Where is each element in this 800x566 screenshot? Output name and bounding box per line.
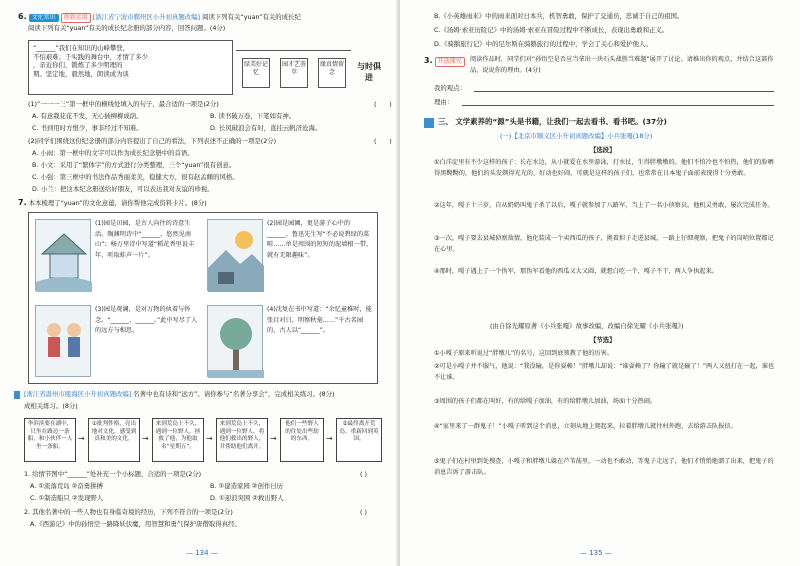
q6-sub2-opt-d[interactable]: D. 小兰：把这本纪念册送给好朋友，可以表达我对友谊的珍视。 bbox=[32, 185, 214, 193]
reading-para-a1: ①白洋淀里有不少这样的孩子：长在水边，从小就爱在水里游泳，打水仗，生得胖墩墩的。他们不怕冷也不怕热，他们的脸晒得黑黝黝的，他们的头发剃得光光的，好动也好闹，可就是这样的孩子们，也常常在日本鬼子面前表现得十分勇敢。 bbox=[434, 159, 774, 177]
flow-step-4: 来到荒岛上不久，遇到一位野人，将他们救出的野人，并帮助他们离开。 bbox=[216, 418, 268, 462]
q7-number: 7. bbox=[18, 198, 27, 207]
q7-header bbox=[18, 198, 207, 209]
q8-header bbox=[24, 390, 335, 399]
q8-sub1: 1. 给情节图中“______”处补充一个小标题，合适的一项是(2分) bbox=[24, 470, 202, 478]
q6-stem-a: 阅读下列有关“yuan”有关的成长纪 bbox=[202, 13, 301, 21]
tree-icon bbox=[208, 306, 264, 378]
memorial-text-box bbox=[28, 40, 233, 95]
flow-step-3: 来到荒岛上不久，遇到一位野人，拯救了他，为他取名“星期五”。 bbox=[152, 418, 204, 462]
q3-view-line[interactable] bbox=[474, 91, 774, 92]
reading-subtitle-b: 【节选】 bbox=[590, 336, 616, 344]
flow-step-5: 他们一些野人的住处出些劫的东西。 bbox=[280, 418, 324, 462]
q6-sub2-opt-a[interactable]: A. 小雨：第一框中的文字可以作为成长纪念册中的首语。 bbox=[32, 149, 194, 157]
hang-rope bbox=[236, 50, 351, 51]
q6-sub2: (2)同学们围绕这份纪念册的部分内容提出了自己的看法，下列表述不正确的一项是(2分) bbox=[28, 137, 277, 145]
q8-opt-d[interactable]: D.《骑鹅旅行记》中的尼尔斯在骑鹅旅行的过程中，学会了关心和爱护他人。 bbox=[434, 40, 652, 48]
reading-para-b2: ②可是小嘎子并不服气，他说：“我没输，是你耍赖！”胖墩儿却说：“谁耍赖了？你输了就是输了！”两人又扭打在一起，谁也不让谁。 bbox=[434, 363, 775, 381]
reading-para-a3: ③一次，嘎子要去县城侦察敌情，他化装成一个卖西瓜的孩子，挑着担子走进县城，一路上仔细观察，把鬼子的岗哨位置都记在心里。 bbox=[434, 235, 774, 253]
q6-sub2-opt-b[interactable]: B. 小文：采用了“繁体字”的方式进行分类整理，三个“yuan”很有创意。 bbox=[32, 161, 236, 169]
q8-sub1-opt-c[interactable]: C. ①制造船只 ②发现野人 bbox=[30, 494, 104, 502]
reading-para-a4: ④那时，嘎子遇上了一个伪军，那伪军看他的西瓜又大又圆，就想白吃一个，嘎子不干，两人争执起来。 bbox=[434, 268, 718, 275]
q6-sub1-opt-a[interactable]: A. 有意栽花花不发，无心插柳柳成荫。 bbox=[32, 112, 143, 120]
reading-para-b3: ③周围的孩子们都在叫好，有的给嘎子加油，有的给胖墩儿加油，场面十分热闹。 bbox=[434, 398, 657, 405]
q3-reason-line[interactable] bbox=[462, 105, 774, 106]
q3-tag: 开放探究 bbox=[435, 57, 465, 67]
q6-sub2-opt-c[interactable]: C. 小强：第三框中的书法作品秀丽柔美，稳健大方，很有赵孟頫的风格。 bbox=[32, 173, 239, 181]
flow-arrow-1: → bbox=[78, 434, 85, 443]
q6-stem: 阅读下列有关“yuan”有关的成长纪念册的部分内容，回答问题。(4分) bbox=[28, 24, 226, 32]
reading-para-b5: ⑤鬼子们在村里到处搜查，小嘎子和胖墩儿躲在芦苇荡里，一动也不敢动，等鬼子走远了，他们才悄悄地溜了出来，把鬼子的消息告诉了游击队。 bbox=[434, 458, 774, 476]
q3-header bbox=[424, 56, 465, 67]
q6-sub1-opt-c[interactable]: C. 书到用时方恨少，事非经过不知难。 bbox=[32, 124, 143, 132]
pavilion-icon bbox=[36, 220, 92, 292]
q8-opt-c[interactable]: C.《汤姆·索亚历险记》中的汤姆·索亚在冒险过程中不断成长，表现出勇敢和正义。 bbox=[434, 26, 669, 34]
q6-source: [浙江省宁波市鄞州区小升初真题改编] bbox=[92, 13, 201, 21]
children-icon bbox=[36, 306, 92, 378]
q3-reason-label: 理由： bbox=[434, 98, 454, 106]
hang-label-2: 园才艺荟萃 bbox=[280, 58, 308, 88]
q8-stem-tail: 成相关练习。(8分) bbox=[24, 402, 78, 410]
section-num: 三、 bbox=[438, 117, 453, 126]
q3-view-label: 我的观点： bbox=[434, 84, 466, 92]
reading-header bbox=[500, 132, 652, 141]
memorial-line-4: 期。坚定地，毅然地，朗读成为谈 bbox=[33, 69, 129, 78]
q6-number: 6. bbox=[18, 12, 27, 21]
section-title: 文学素养的“源”头是书籍，让我们一起去看书、看书吧。(37分) bbox=[455, 117, 667, 126]
flow-step-2: ①批判性格，亮出地对文化，感受到真和美的文化。 bbox=[88, 418, 140, 462]
children-illustration bbox=[35, 305, 91, 377]
q6-sub2-paren[interactable]: ( ) bbox=[374, 137, 392, 145]
q6-sub1: (1)“一一一三”第一框中的横线处填入的句子，最合适的一项是(2分) bbox=[28, 100, 219, 108]
q8-sub2-opt-a[interactable]: A.《西游记》中的孙悟空一路降妖伏魔，用智慧和勇气保护唐僧取得真经。 bbox=[30, 520, 241, 528]
section-marker bbox=[424, 118, 434, 128]
flow-arrow-5: → bbox=[326, 434, 333, 443]
reading-para-b4: ④“家里来了一群鬼子！”小嘎子听到这个消息，立刻从地上爬起来，拉着胖墩儿就往村外跑，去给游击队报信。 bbox=[434, 423, 737, 430]
q3-view bbox=[434, 84, 466, 93]
q8-sub1-paren[interactable]: ( ) bbox=[360, 470, 368, 478]
sunset-illustration bbox=[207, 219, 263, 291]
flow-step-1: 李滨滨要在湖中，只坐在路边一条船，和小伙伴一人坐一条船。 bbox=[24, 418, 76, 462]
q8-sub1-opt-a[interactable]: A. ①流落荒岛 ②奋勇拼搏 bbox=[30, 482, 103, 490]
q6-tag-innovation: 创新运用 bbox=[61, 13, 91, 23]
q7-card-1: (1)园是田园，是古人向往的诗意生活。陶渊明诗中“______，悠然见南山”；杨万里诗中写道“稻花香里说丰年，听取蛙声一片”。 bbox=[95, 220, 195, 259]
q8-stem: 名著中也有诗和“远方”。请你参与“名著分享会”，完成相关练习。(8分) bbox=[133, 390, 335, 398]
q3-number: 3. bbox=[424, 56, 433, 65]
q7-stem: 本本梳理了“yuan”的文化意蕴，请你帮他完成资料卡片。(8分) bbox=[28, 199, 207, 207]
q8-sub2-paren[interactable]: ( ) bbox=[360, 508, 368, 516]
q3-text: 阅读作品时，同学们对“孙悟空是否应当拿出一块石头战胜当难题”展开了讨论。请推出你的观点，并结合这部作品，说说你的理由。(4分) bbox=[470, 56, 774, 74]
sunset-icon bbox=[208, 220, 264, 292]
memorial-line-2: 不怕艰难；于实践的舞台中，才情了多少 bbox=[33, 52, 149, 61]
q7-card-4: (4)沈复在书中写道：“余忆童稚时，能张目对日，明察秋毫……”千古名园的，古人以“______”。 bbox=[267, 306, 372, 335]
q8-source: [浙江省温州市瓯海区小升初真题改编] bbox=[24, 390, 132, 398]
q6-sub1-paren[interactable]: ( ) bbox=[374, 100, 392, 108]
q6-sub1-opt-d[interactable]: D. 长风破浪会有时，直挂云帆济沧海。 bbox=[210, 124, 322, 132]
q8-sub2: 2. 其他名著中的一些人物也有身临奇境的经历，下列不符合的一项是(2分) bbox=[24, 508, 233, 516]
hang-label-3: 缘真情留念 bbox=[318, 58, 346, 88]
q7-card-2: (2)园是园圃，更是游子心中的______。鲁迅先生写“不必说碧绿的菜畦……单是周围的短短的泥墙根一带，就有无限趣味”。 bbox=[267, 220, 373, 259]
pavilion-illustration bbox=[35, 219, 91, 291]
reading-para-a2: ②这年，嘎子十三岁，自从奶奶叫鬼子杀了以后，嘎子就参加了八路军，当上了一名小侦察员。他机灵勇敢，屡次完成任务。 bbox=[434, 202, 774, 209]
q7-card-grid bbox=[28, 212, 378, 384]
reading-source-note: (由自徐光耀原著《小兵张嘎》故事改编，改编自徐光耀《小兵张嘎》) bbox=[490, 322, 684, 330]
hang-label-1: 绿美好记忆 bbox=[242, 58, 270, 88]
reading-subtitle-a: 【选段】 bbox=[590, 146, 616, 154]
tree-illustration bbox=[207, 305, 263, 377]
section-header bbox=[438, 117, 667, 127]
memorial-line-1: “______”我们在知识的山峰攀登， bbox=[33, 44, 130, 52]
q7-card-3: (3)园是观澜，是对万物的执着与怀念。“______，______。”此中写尽了人的远方与相思。 bbox=[95, 306, 198, 335]
flow-arrow-4: → bbox=[270, 434, 277, 443]
q8-sub1-opt-d[interactable]: D. ①迎浪突围 ②救出野人 bbox=[210, 494, 284, 502]
reading-para-b1: ①小嘎子原来听说过“胖墩儿”的名号，这回到底领教了他的厉害。 bbox=[434, 350, 614, 357]
reading-title: (一)【北京市顺义区小升初真题改编】小兵张嘎(18分) bbox=[500, 132, 653, 140]
side-label: 与时俱进 bbox=[357, 62, 381, 82]
flow-arrow-2: → bbox=[142, 434, 149, 443]
flow-step-6: ②最终离开荒岛，重新回到英国。 bbox=[336, 418, 382, 462]
q8-sub1-opt-b[interactable]: B. ①建造家园 ②创作日历 bbox=[210, 482, 284, 490]
q8-opt-b[interactable]: B.《小英雄雨来》中的雨来面对日本兵，机智勇敢，保护了交通员，忠诚于自己的祖国。 bbox=[434, 12, 684, 20]
q8-marker bbox=[14, 391, 20, 399]
right-page-number: — 135 — bbox=[580, 549, 612, 557]
left-page-number: — 134 — bbox=[186, 549, 218, 557]
memorial-line-3: ，亲近你们，锻炼了多少明理的 bbox=[33, 61, 123, 70]
right-page bbox=[400, 0, 800, 566]
q6-header bbox=[18, 12, 301, 23]
flow-arrow-3: → bbox=[206, 434, 213, 443]
q6-tag-culture: 文化常识 bbox=[29, 14, 59, 22]
q6-sub1-opt-b[interactable]: B. 读书破万卷，下笔如有神。 bbox=[210, 112, 296, 120]
